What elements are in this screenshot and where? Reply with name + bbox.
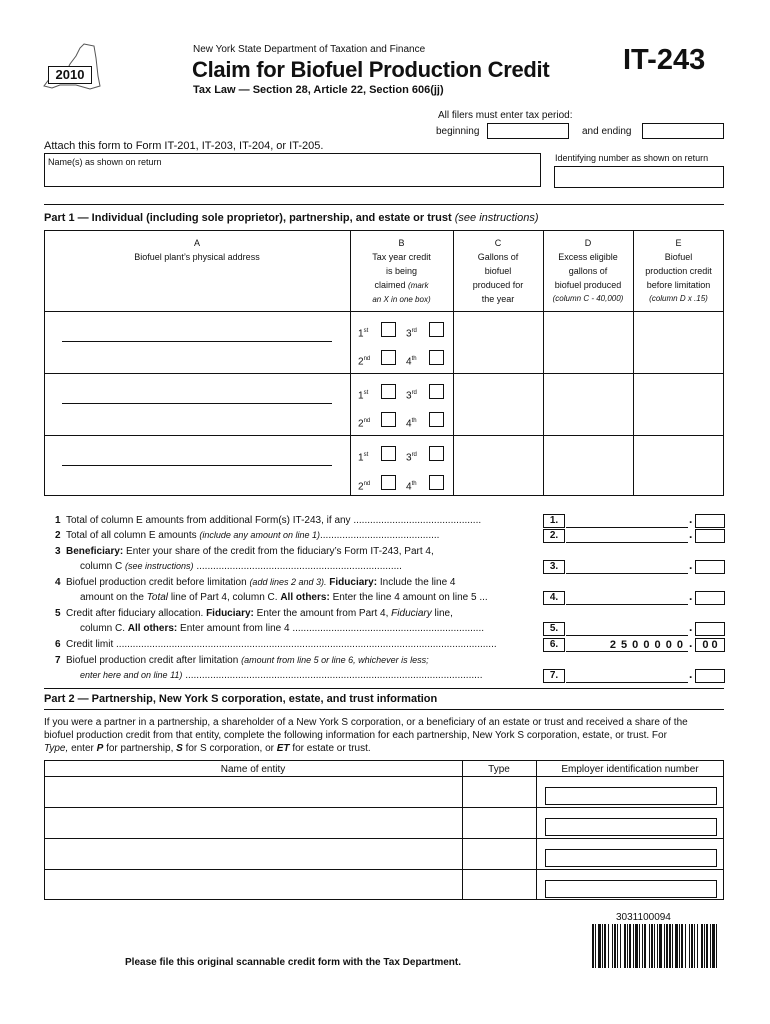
line-4-text-2: amount on the Total line of Part 4, column C. All others: Enter the line 4 amount on line 5 ... [80, 592, 488, 603]
footer-note: Please file this original scannable credit form with the Tax Department. [125, 957, 462, 968]
line-6-box: 6. [543, 638, 565, 652]
q3-label: 3rd [406, 390, 417, 402]
line-3-text: Beneficiary: Enter your share of the credit from the fiduciary’s Form IT-243, Part 4, [66, 546, 434, 557]
line-5-text: Credit after fiduciary allocation. Fiduciary: Enter the amount from Part 4, Fiduciary line, [66, 608, 453, 619]
col-ein: Employer identification number [561, 764, 699, 775]
q4-checkbox-row3[interactable] [429, 475, 444, 490]
line-5-cents[interactable] [695, 622, 725, 636]
beginning-label: beginning [436, 126, 480, 137]
ending-date-field[interactable] [642, 123, 724, 139]
q3-label: 3rd [406, 452, 417, 464]
barcode-bar [604, 924, 606, 968]
barcode-number: 3031100094 [616, 912, 671, 923]
col-a-header: A Biofuel plant’s physical address [134, 238, 260, 262]
barcode-bar [675, 924, 678, 968]
col-type: Type [488, 764, 510, 775]
barcode-bar [697, 924, 698, 968]
barcode-bar [649, 924, 650, 968]
col-e-header: E Biofuel production credit before limitation (column D x .15) [645, 238, 712, 303]
barcode-bar [657, 924, 658, 968]
barcode-bar [595, 924, 596, 968]
ending-label: and ending [582, 126, 632, 137]
identifying-number-label: Identifying number as shown on return [555, 153, 709, 163]
line-4-cents[interactable] [695, 591, 725, 605]
q4-label: 4th [406, 481, 417, 493]
q1-checkbox-row1[interactable] [381, 322, 396, 337]
barcode-bar [712, 924, 715, 968]
q1-checkbox-row3[interactable] [381, 446, 396, 461]
line-5-box: 5. [543, 622, 565, 636]
col-d-header: D Excess eligible gallons of biofuel produced (column C - 40,000) [552, 238, 624, 303]
part1-rule [44, 204, 724, 205]
barcode-bar [685, 924, 686, 968]
line-6-amount: 2 5 0 0 0 0 0 [566, 638, 688, 652]
line-4-text: Biofuel production credit before limitation (add lines 2 and 3). Fiduciary: Include the line 4 [66, 577, 456, 588]
barcode-bar [635, 924, 638, 968]
q4-label: 4th [406, 356, 417, 368]
identifying-number-field[interactable] [554, 166, 724, 188]
line-1-number: 1 [55, 515, 61, 526]
department-name: New York State Department of Taxation and Finance [193, 44, 426, 55]
line-6-number: 6 [55, 639, 61, 650]
barcode-bar [681, 924, 683, 968]
barcode-bar [620, 924, 621, 968]
barcode-bar [614, 924, 616, 968]
line-6-text: Credit limit ......................................................................................................................................... [66, 639, 497, 650]
line-6-cents: 0 0 [695, 638, 725, 652]
line-7-text-2: enter here and on line 11) ........................................................................................................... [80, 670, 483, 681]
col-c-header: C Gallons of biofuel produced for the year [472, 238, 524, 304]
barcode-bar [672, 924, 673, 968]
barcode-bar [651, 924, 653, 968]
line-3-text-2: column C (see instructions) .......................................................................... [80, 561, 402, 572]
barcode-bar [689, 924, 690, 968]
line-3-cents[interactable] [695, 560, 725, 574]
name-label: Name(s) as shown on return [48, 157, 162, 167]
barcode-bar [694, 924, 695, 968]
q2-label: 2nd [358, 481, 371, 493]
barcode-bar [608, 924, 609, 968]
barcode-bar [617, 924, 618, 968]
ein-field-1[interactable] [545, 787, 717, 805]
beginning-date-field[interactable] [487, 123, 569, 139]
barcode-bar [659, 924, 662, 968]
barcode-bar [629, 924, 631, 968]
q4-checkbox-row1[interactable] [429, 350, 444, 365]
line-4-box: 4. [543, 591, 565, 605]
ein-field-3[interactable] [545, 849, 717, 867]
col-name-of-entity: Name of entity [220, 764, 286, 775]
tax-period-label: All filers must enter tax period: [438, 110, 573, 121]
barcode-bar [624, 924, 626, 968]
barcode-bar [704, 924, 705, 968]
barcode-bar [716, 924, 717, 968]
q2-checkbox-row1[interactable] [381, 350, 396, 365]
line-3-box: 3. [543, 560, 565, 574]
barcode-bar [701, 924, 703, 968]
line-7-text: Biofuel production credit after limitation (amount from line 5 or line 6, whichever is less; [66, 655, 429, 666]
line-3-number: 3 [55, 546, 61, 557]
line-1-cents[interactable] [695, 514, 725, 528]
tax-law-reference: Tax Law — Section 28, Article 22, Section 606(jj) [193, 84, 444, 96]
form-title: Claim for Biofuel Production Credit [192, 57, 550, 82]
line-2-cents[interactable] [695, 529, 725, 543]
attach-instruction: Attach this form to Form IT-201, IT-203, IT-204, or IT-205. [44, 140, 324, 152]
line-7-amount[interactable] [566, 669, 688, 683]
barcode-bar [654, 924, 655, 968]
part2-title: Part 2 — Partnership, New York S corporation, estate, and trust information [44, 693, 438, 705]
line-1-amount[interactable] [566, 514, 688, 528]
q3-checkbox-row3[interactable] [429, 446, 444, 461]
q2-label: 2nd [358, 418, 371, 430]
line-1-text: Total of column E amounts from additional Form(s) IT-243, if any .............................................. [66, 515, 482, 526]
col-b-header: B Tax year credit is being claimed (mark an X in one box) [372, 238, 431, 304]
line-2-box: 2. [543, 529, 565, 543]
q3-checkbox-row2[interactable] [429, 384, 444, 399]
line-2-number: 2 [55, 530, 61, 541]
barcode-bar [592, 924, 594, 968]
q3-checkbox-row1[interactable] [429, 322, 444, 337]
line-5-text-2: column C. All others: Enter amount from line 4 ..................................................................... [80, 623, 485, 634]
line-7-box: 7. [543, 669, 565, 683]
address-line-2[interactable] [62, 403, 332, 404]
barcode-bar [644, 924, 646, 968]
line-4-amount[interactable] [566, 591, 688, 605]
barcode-bar [602, 924, 603, 968]
tax-year: 2010 [48, 66, 92, 84]
q2-checkbox-row3[interactable] [381, 475, 396, 490]
q4-label: 4th [406, 418, 417, 430]
barcode-icon [592, 924, 720, 968]
barcode-bar [706, 924, 708, 968]
line-5-amount[interactable] [566, 622, 688, 636]
q2-label: 2nd [358, 356, 371, 368]
q1-label: 1st [358, 452, 369, 464]
line-5-number: 5 [55, 608, 61, 619]
barcode-bar [598, 924, 601, 968]
ein-field-4[interactable] [545, 880, 717, 898]
line-3-amount[interactable] [566, 560, 688, 574]
barcode-bar [642, 924, 643, 968]
part2-instructions: If you were a partner in a partnership, a shareholder of a New York S corporation, or a beneficiary of an estate or trust and received a share of the biofuel production credit from that entity, complete the following information for each partnership, New York S corporation, estate, or trust. For Type, enter P for partnership, S for S corporation, or ET for estate or trust. [44, 717, 688, 754]
barcode-bar [679, 924, 680, 968]
barcode-bar [664, 924, 665, 968]
barcode-bar [612, 924, 613, 968]
ein-field-2[interactable] [545, 818, 717, 836]
barcode-bar [710, 924, 711, 968]
line-2-text: Total of all column E amounts (include any amount on line 1)........................................... [66, 530, 440, 541]
form-id: IT-243 [623, 44, 706, 76]
q1-checkbox-row2[interactable] [381, 384, 396, 399]
barcode-bar [633, 924, 634, 968]
q1-label: 1st [358, 390, 369, 402]
address-line-1[interactable] [62, 341, 332, 342]
q4-checkbox-row2[interactable] [429, 412, 444, 427]
line-1-box: 1. [543, 514, 565, 528]
barcode-bar [669, 924, 671, 968]
barcode-bar [666, 924, 668, 968]
barcode-bar [627, 924, 628, 968]
address-line-3[interactable] [62, 465, 332, 466]
q1-label: 1st [358, 328, 369, 340]
q2-checkbox-row2[interactable] [381, 412, 396, 427]
line-4-number: 4 [55, 577, 61, 588]
q3-label: 3rd [406, 328, 417, 340]
barcode-bar [639, 924, 640, 968]
line-7-number: 7 [55, 655, 61, 666]
barcode-bar [691, 924, 693, 968]
line-2-amount[interactable] [566, 529, 688, 543]
part2-rule [44, 688, 724, 689]
line-7-cents[interactable] [695, 669, 725, 683]
part1-title: Part 1 — Individual (including sole proprietor), partnership, and estate or trust (see instructions) [44, 212, 539, 224]
